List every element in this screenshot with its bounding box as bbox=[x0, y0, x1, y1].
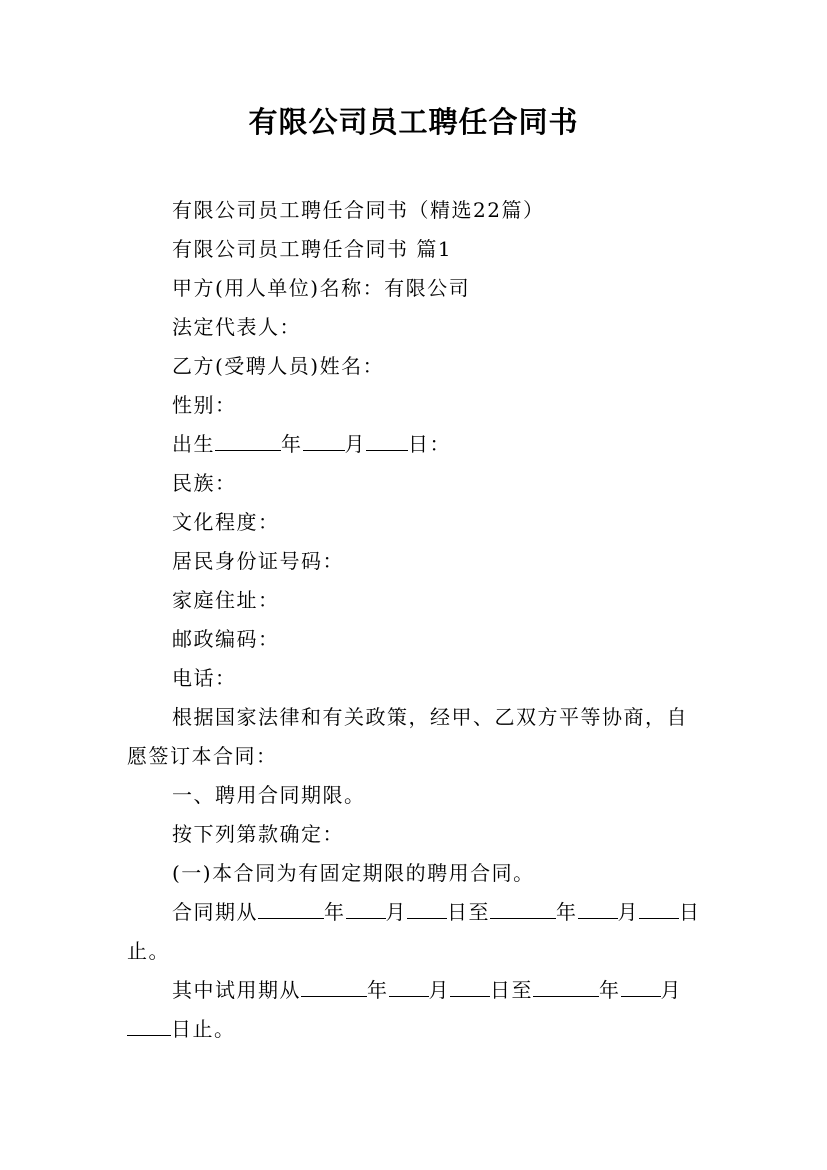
contract-start-day-blank bbox=[407, 900, 447, 919]
probation-end-year-label: 年 bbox=[599, 978, 621, 1002]
contract-end-label: 日止。 bbox=[127, 900, 701, 963]
nation-line: 民族： bbox=[172, 471, 237, 495]
probation-end-month-label: 月 bbox=[660, 978, 682, 1002]
probation-period-paragraph bbox=[127, 971, 705, 1049]
intro-line: 有限公司员工聘任合同书（精选22篇） bbox=[172, 198, 545, 222]
probation-prefix: 其中试用期从 bbox=[172, 978, 301, 1002]
contract-start-year-blank bbox=[258, 900, 324, 919]
fixed-term-line: (一)本合同为有固定期限的聘用合同。 bbox=[172, 861, 535, 885]
probation-start-month-label: 月 bbox=[428, 978, 450, 1002]
legal-rep-line: 法定代表人： bbox=[172, 315, 301, 339]
birth-year-label: 年 bbox=[281, 432, 303, 456]
birth-line bbox=[127, 425, 705, 464]
probation-start-month-blank bbox=[389, 978, 429, 997]
probation-end-label: 日止。 bbox=[171, 1017, 236, 1041]
preamble-paragraph: 根据国家法律和有关政策，经甲、乙双方平等协商，自愿签订本合同： bbox=[127, 705, 688, 768]
probation-end-year-blank bbox=[533, 978, 599, 997]
document-title: 有限公司员工聘任合同书 bbox=[248, 105, 579, 139]
gender-line: 性别： bbox=[172, 393, 237, 417]
address-line: 家庭住址： bbox=[172, 588, 280, 612]
education-line: 文化程度： bbox=[172, 510, 280, 534]
birth-month-label: 月 bbox=[344, 432, 366, 456]
birth-day-blank bbox=[366, 432, 408, 451]
probation-end-month-blank bbox=[621, 978, 661, 997]
contract-period-paragraph bbox=[127, 893, 705, 971]
section-one-heading: 一、聘用合同期限。 bbox=[172, 783, 366, 807]
chapter-heading: 有限公司员工聘任合同书 篇1 bbox=[172, 237, 453, 261]
contract-to-label: 日至 bbox=[447, 900, 490, 924]
contract-end-year-blank bbox=[490, 900, 556, 919]
postcode-line: 邮政编码： bbox=[172, 627, 280, 651]
birth-month-blank bbox=[303, 432, 345, 451]
document-body bbox=[127, 191, 705, 1049]
party-b-line: 乙方(受聘人员)姓名： bbox=[172, 354, 385, 378]
id-number-line: 居民身份证号码： bbox=[172, 549, 344, 573]
birth-day-label: 日： bbox=[408, 432, 451, 456]
probation-start-year-label: 年 bbox=[367, 978, 389, 1002]
contract-start-month-label: 月 bbox=[385, 900, 407, 924]
birth-label: 出生 bbox=[172, 432, 215, 456]
contract-period-prefix: 合同期从 bbox=[172, 900, 258, 924]
contract-end-year-label: 年 bbox=[556, 900, 578, 924]
contract-end-day-blank bbox=[639, 900, 679, 919]
phone-line: 电话： bbox=[172, 666, 237, 690]
party-a-line: 甲方(用人单位)名称：有限公司 bbox=[172, 276, 471, 300]
contract-start-year-label: 年 bbox=[324, 900, 346, 924]
contract-end-month-label: 月 bbox=[617, 900, 639, 924]
contract-end-month-blank bbox=[578, 900, 618, 919]
terms-line: 按下列第款确定： bbox=[172, 822, 344, 846]
contract-start-month-blank bbox=[346, 900, 386, 919]
probation-start-day-blank bbox=[450, 978, 490, 997]
probation-start-year-blank bbox=[301, 978, 367, 997]
probation-to-label: 日至 bbox=[490, 978, 533, 1002]
probation-end-day-blank bbox=[127, 1017, 171, 1036]
birth-year-blank bbox=[215, 432, 281, 451]
